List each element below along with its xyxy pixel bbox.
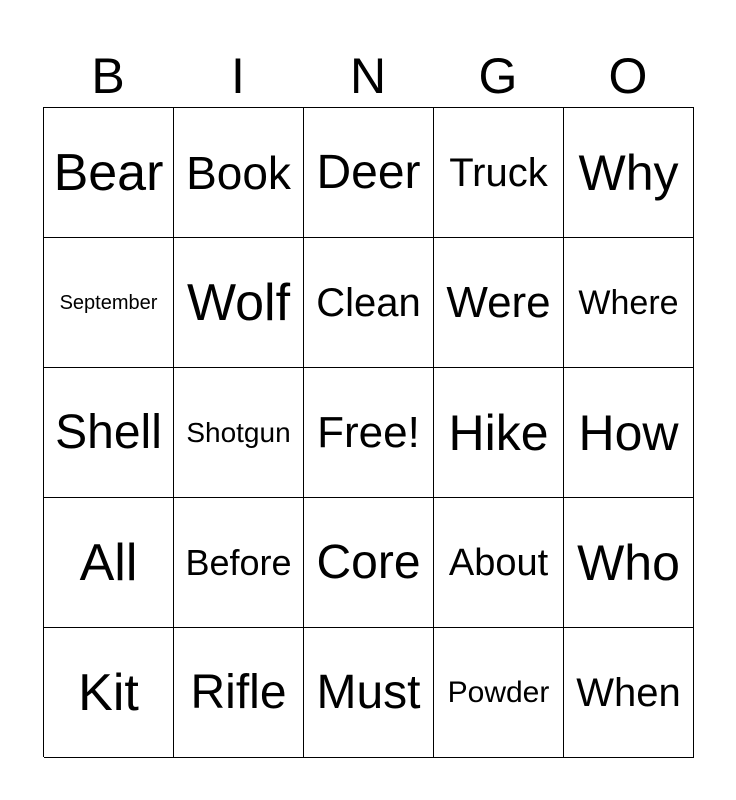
header-letter-b: B (91, 48, 125, 104)
bingo-cell: Powder (434, 628, 564, 758)
bingo-cell: Shell (44, 368, 174, 498)
header-letter-o: O (608, 48, 648, 104)
bingo-cell: Book (174, 108, 304, 238)
bingo-cell: Bear (44, 108, 174, 238)
bingo-cell: Rifle (174, 628, 304, 758)
bingo-cell: All (44, 498, 174, 628)
bingo-cell: Were (434, 238, 564, 368)
bingo-cell: Kit (44, 628, 174, 758)
bingo-cell: Who (564, 498, 694, 628)
bingo-cell: Core (304, 498, 434, 628)
bingo-cell: Where (564, 238, 694, 368)
bingo-cell: Shotgun (174, 368, 304, 498)
bingo-cell: Deer (304, 108, 434, 238)
bingo-cell: Hike (434, 368, 564, 498)
header-letter-n: N (349, 48, 387, 104)
bingo-cell: Why (564, 108, 694, 238)
header-letter-g: G (478, 48, 518, 104)
bingo-header (43, 44, 693, 108)
bingo-cell: September (44, 238, 174, 368)
bingo-cell: Truck (434, 108, 564, 238)
bingo-cell: About (434, 498, 564, 628)
bingo-grid (43, 107, 694, 757)
bingo-cell: Must (304, 628, 434, 758)
bingo-cell: How (564, 368, 694, 498)
bingo-cell: Free! (304, 368, 434, 498)
bingo-cell: Before (174, 498, 304, 628)
bingo-cell: When (564, 628, 694, 758)
bingo-cell: Wolf (174, 238, 304, 368)
header-letter-i: I (231, 48, 245, 104)
bingo-cell: Clean (304, 238, 434, 368)
